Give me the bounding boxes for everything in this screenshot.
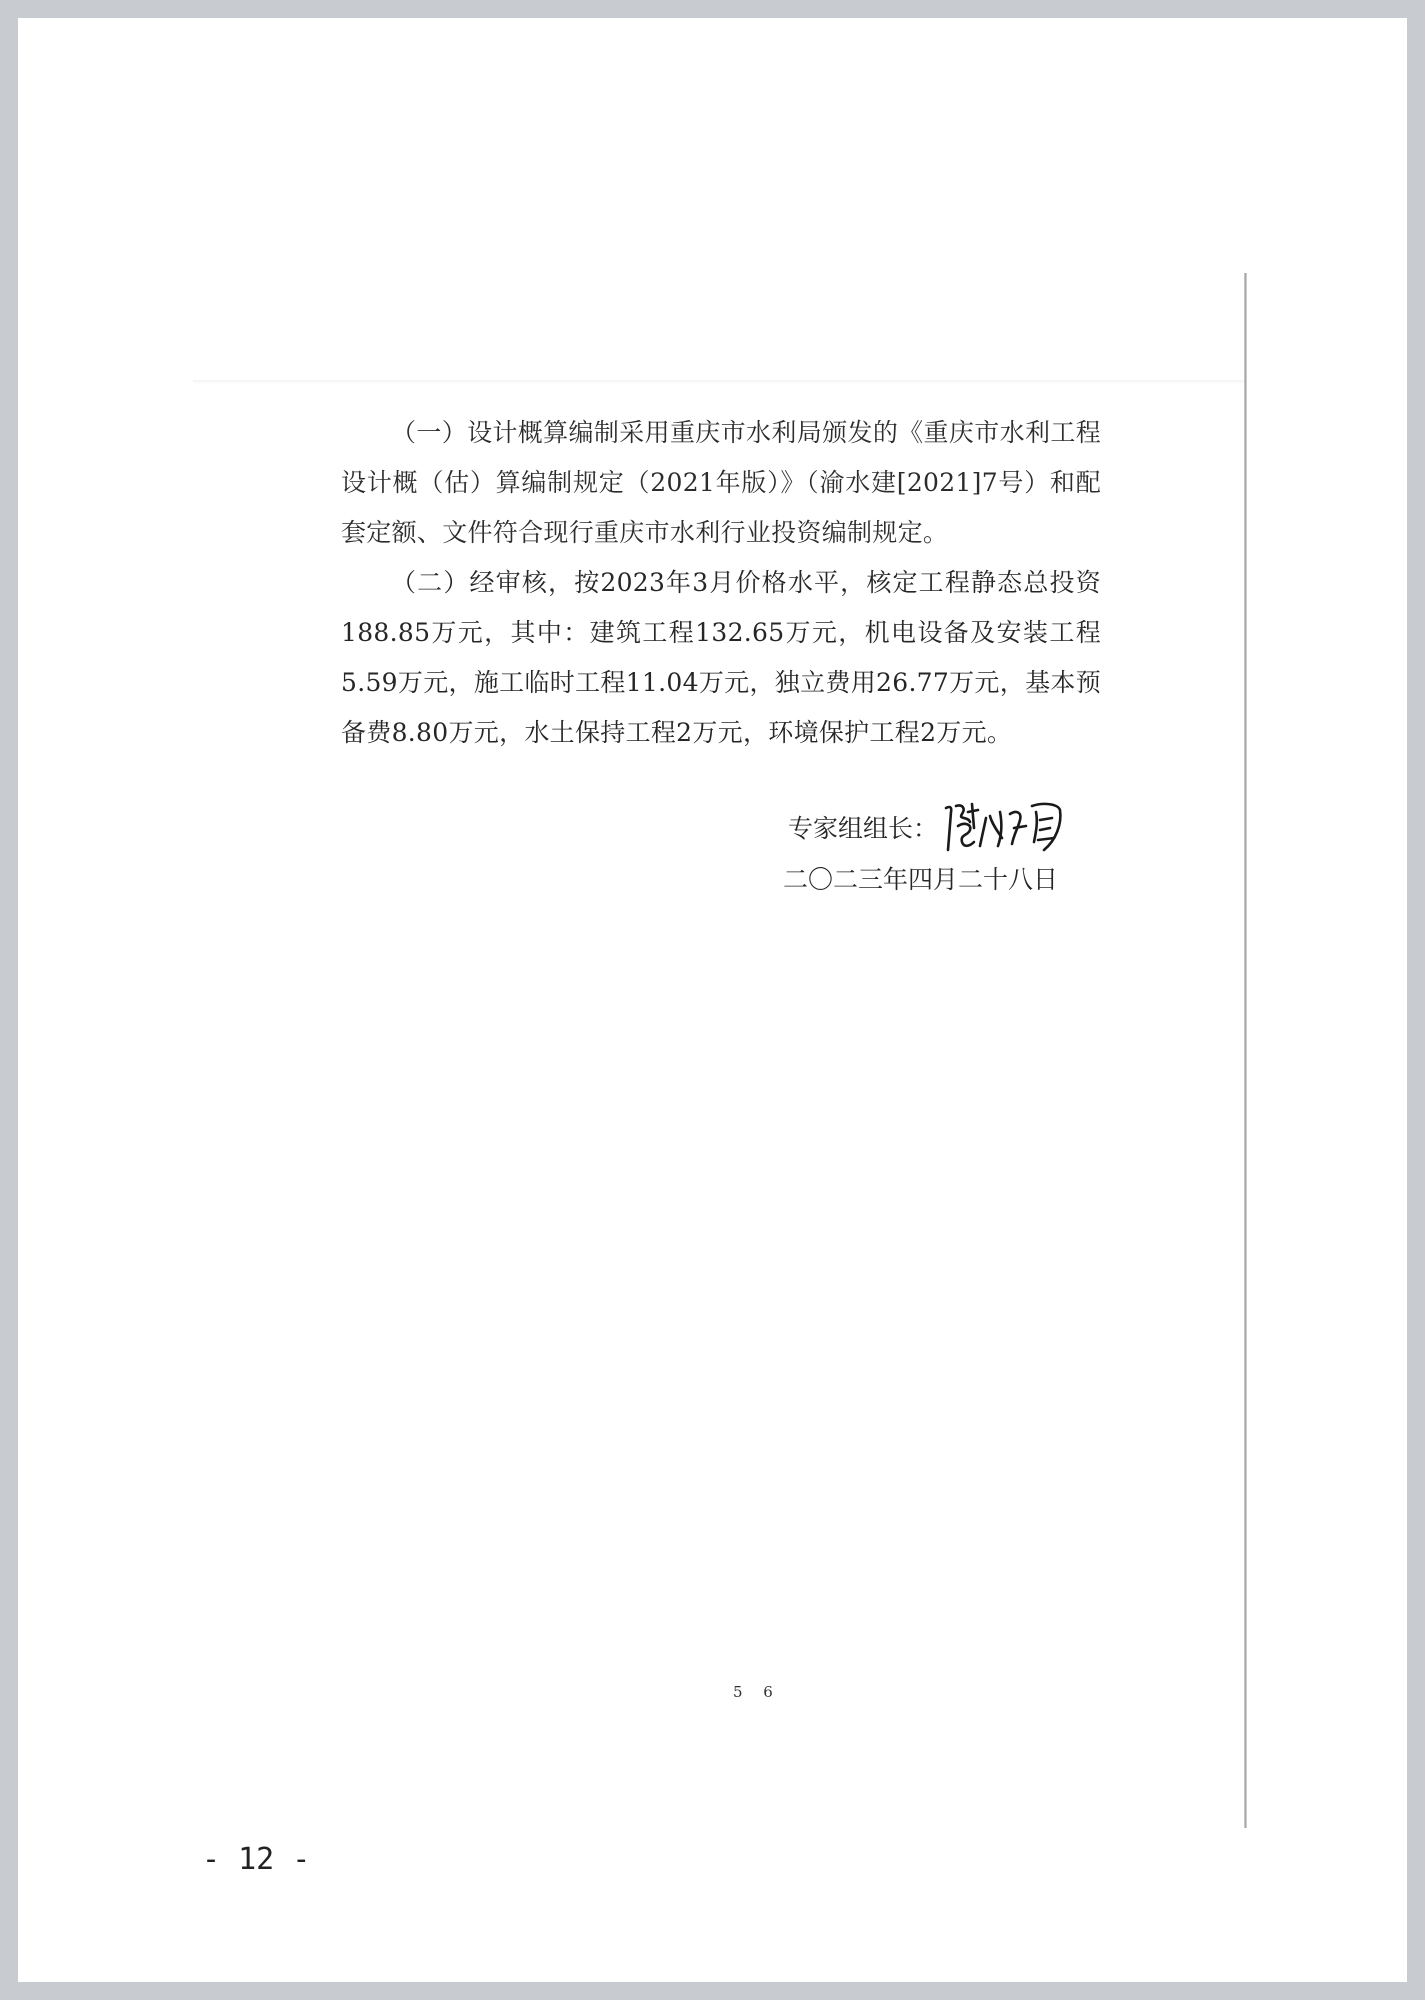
document-page: [18, 18, 1407, 1982]
signature-label: 专家组组长：: [788, 814, 939, 843]
signature-line: [788, 798, 1070, 856]
page-number-footer: - 12 -: [202, 1842, 311, 1877]
paragraph-2: （二）经审核，按2023年3月价格水平，核定工程静态总投资188.85万元，其中：建筑工程132.65万元，机电设备及安装工程5.59万元，施工临时工程11.04万元，独立费用26.77万元，基本预备费8.80万元，水土保持工程2万元，环境保护工程2万元。: [341, 568, 1101, 747]
document-date: 二〇二三年四月二十八日: [783, 865, 1059, 894]
scan-shadow: [193, 380, 1245, 384]
scanned-page-number: 5 6: [733, 1683, 781, 1701]
paragraph-1: （一）设计概算编制采用重庆市水利局颁发的《重庆市水利工程设计概（估）算编制规定（2021年版）》（渝水建[2021]7号）和配套定额、文件符合现行重庆市水利行业投资编制规定。: [341, 418, 1101, 547]
handwritten-signature: [940, 798, 1070, 856]
body-text: [341, 408, 1101, 758]
scan-edge: [1244, 273, 1247, 1828]
